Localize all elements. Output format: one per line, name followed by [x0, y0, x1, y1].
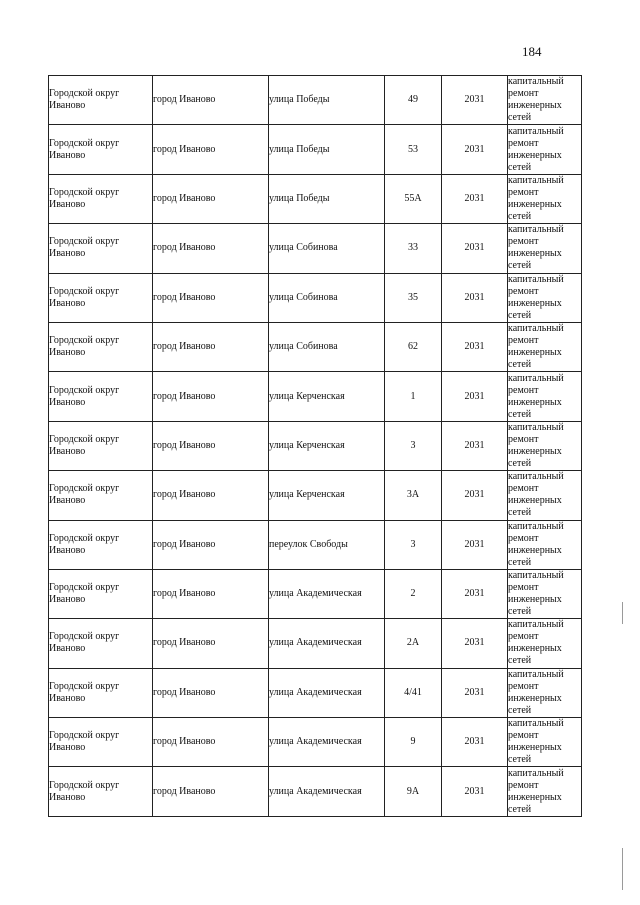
table-row — [49, 520, 582, 569]
cell-municipal-district: Городской округ Иваново — [49, 421, 153, 470]
cell-municipal-district: Городской округ Иваново — [49, 619, 153, 668]
table-row — [49, 668, 582, 717]
cell-municipal-district: Городской округ Иваново — [49, 372, 153, 421]
cell-street: улица Собинова — [269, 322, 385, 371]
table-row — [49, 125, 582, 174]
cell-work-type: капитальный ремонт инженерных сетей — [508, 273, 582, 322]
cell-house-number: 1 — [385, 372, 442, 421]
cell-house-number: 33 — [385, 224, 442, 273]
cell-work-type: капитальный ремонт инженерных сетей — [508, 471, 582, 520]
cell-settlement: город Иваново — [153, 520, 269, 569]
cell-work-type: капитальный ремонт инженерных сетей — [508, 668, 582, 717]
cell-house-number: 4/41 — [385, 668, 442, 717]
cell-street: улица Собинова — [269, 224, 385, 273]
cell-settlement: город Иваново — [153, 471, 269, 520]
cell-settlement: город Иваново — [153, 174, 269, 223]
table-row — [49, 273, 582, 322]
cell-settlement: город Иваново — [153, 718, 269, 767]
cell-settlement: город Иваново — [153, 76, 269, 125]
cell-municipal-district: Городской округ Иваново — [49, 569, 153, 618]
table-row — [49, 174, 582, 223]
cell-municipal-district: Городской округ Иваново — [49, 224, 153, 273]
cell-settlement: город Иваново — [153, 125, 269, 174]
cell-work-type: капитальный ремонт инженерных сетей — [508, 718, 582, 767]
cell-work-type: капитальный ремонт инженерных сетей — [508, 520, 582, 569]
table-body — [49, 76, 582, 817]
table-row — [49, 471, 582, 520]
table-row — [49, 224, 582, 273]
cell-planned-year: 2031 — [442, 718, 508, 767]
cell-house-number: 3 — [385, 421, 442, 470]
cell-work-type: капитальный ремонт инженерных сетей — [508, 421, 582, 470]
cell-planned-year: 2031 — [442, 224, 508, 273]
cell-planned-year: 2031 — [442, 322, 508, 371]
cell-work-type: капитальный ремонт инженерных сетей — [508, 76, 582, 125]
cell-street: улица Победы — [269, 174, 385, 223]
cell-planned-year: 2031 — [442, 767, 508, 816]
table-row — [49, 421, 582, 470]
cell-planned-year: 2031 — [442, 421, 508, 470]
cell-house-number: 62 — [385, 322, 442, 371]
cell-settlement: город Иваново — [153, 767, 269, 816]
cell-work-type: капитальный ремонт инженерных сетей — [508, 224, 582, 273]
cell-work-type: капитальный ремонт инженерных сетей — [508, 372, 582, 421]
cell-street: улица Академическая — [269, 569, 385, 618]
cell-work-type: капитальный ремонт инженерных сетей — [508, 569, 582, 618]
margin-scan-mark — [622, 848, 623, 890]
page-number: 184 — [522, 44, 542, 59]
cell-planned-year: 2031 — [442, 569, 508, 618]
cell-municipal-district: Городской округ Иваново — [49, 668, 153, 717]
cell-house-number: 35 — [385, 273, 442, 322]
table-row — [49, 619, 582, 668]
cell-settlement: город Иваново — [153, 619, 269, 668]
cell-street: улица Академическая — [269, 668, 385, 717]
cell-settlement: город Иваново — [153, 224, 269, 273]
cell-settlement: город Иваново — [153, 421, 269, 470]
cell-street: переулок Свободы — [269, 520, 385, 569]
cell-work-type: капитальный ремонт инженерных сетей — [508, 125, 582, 174]
cell-street: улица Академическая — [269, 619, 385, 668]
cell-planned-year: 2031 — [442, 471, 508, 520]
margin-scan-mark — [622, 602, 623, 624]
table-row — [49, 718, 582, 767]
cell-street: улица Победы — [269, 125, 385, 174]
cell-house-number: 2А — [385, 619, 442, 668]
cell-house-number: 2 — [385, 569, 442, 618]
cell-house-number: 49 — [385, 76, 442, 125]
cell-municipal-district: Городской округ Иваново — [49, 76, 153, 125]
cell-street: улица Керченская — [269, 471, 385, 520]
cell-municipal-district: Городской округ Иваново — [49, 322, 153, 371]
cell-work-type: капитальный ремонт инженерных сетей — [508, 174, 582, 223]
cell-planned-year: 2031 — [442, 619, 508, 668]
cell-settlement: город Иваново — [153, 273, 269, 322]
cell-planned-year: 2031 — [442, 125, 508, 174]
table-row — [49, 322, 582, 371]
cell-work-type: капитальный ремонт инженерных сетей — [508, 322, 582, 371]
cell-house-number: 53 — [385, 125, 442, 174]
cell-municipal-district: Городской округ Иваново — [49, 718, 153, 767]
cell-municipal-district: Городской округ Иваново — [49, 273, 153, 322]
cell-house-number: 3А — [385, 471, 442, 520]
cell-planned-year: 2031 — [442, 372, 508, 421]
cell-planned-year: 2031 — [442, 76, 508, 125]
cell-planned-year: 2031 — [442, 668, 508, 717]
cell-municipal-district: Городской округ Иваново — [49, 125, 153, 174]
cell-street: улица Керченская — [269, 421, 385, 470]
cell-work-type: капитальный ремонт инженерных сетей — [508, 619, 582, 668]
table-row — [49, 76, 582, 125]
cell-street: улица Академическая — [269, 718, 385, 767]
cell-street: улица Победы — [269, 76, 385, 125]
cell-house-number: 55А — [385, 174, 442, 223]
cell-planned-year: 2031 — [442, 273, 508, 322]
cell-house-number: 9А — [385, 767, 442, 816]
cell-planned-year: 2031 — [442, 174, 508, 223]
table-row — [49, 569, 582, 618]
cell-settlement: город Иваново — [153, 668, 269, 717]
buildings-repair-table — [48, 75, 582, 817]
cell-settlement: город Иваново — [153, 322, 269, 371]
cell-street: улица Керченская — [269, 372, 385, 421]
cell-municipal-district: Городской округ Иваново — [49, 520, 153, 569]
table-row — [49, 767, 582, 816]
cell-settlement: город Иваново — [153, 372, 269, 421]
cell-planned-year: 2031 — [442, 520, 508, 569]
cell-municipal-district: Городской округ Иваново — [49, 174, 153, 223]
table-row — [49, 372, 582, 421]
cell-settlement: город Иваново — [153, 569, 269, 618]
cell-municipal-district: Городской округ Иваново — [49, 767, 153, 816]
cell-house-number: 3 — [385, 520, 442, 569]
cell-street: улица Академическая — [269, 767, 385, 816]
cell-work-type: капитальный ремонт инженерных сетей — [508, 767, 582, 816]
cell-street: улица Собинова — [269, 273, 385, 322]
cell-municipal-district: Городской округ Иваново — [49, 471, 153, 520]
cell-house-number: 9 — [385, 718, 442, 767]
